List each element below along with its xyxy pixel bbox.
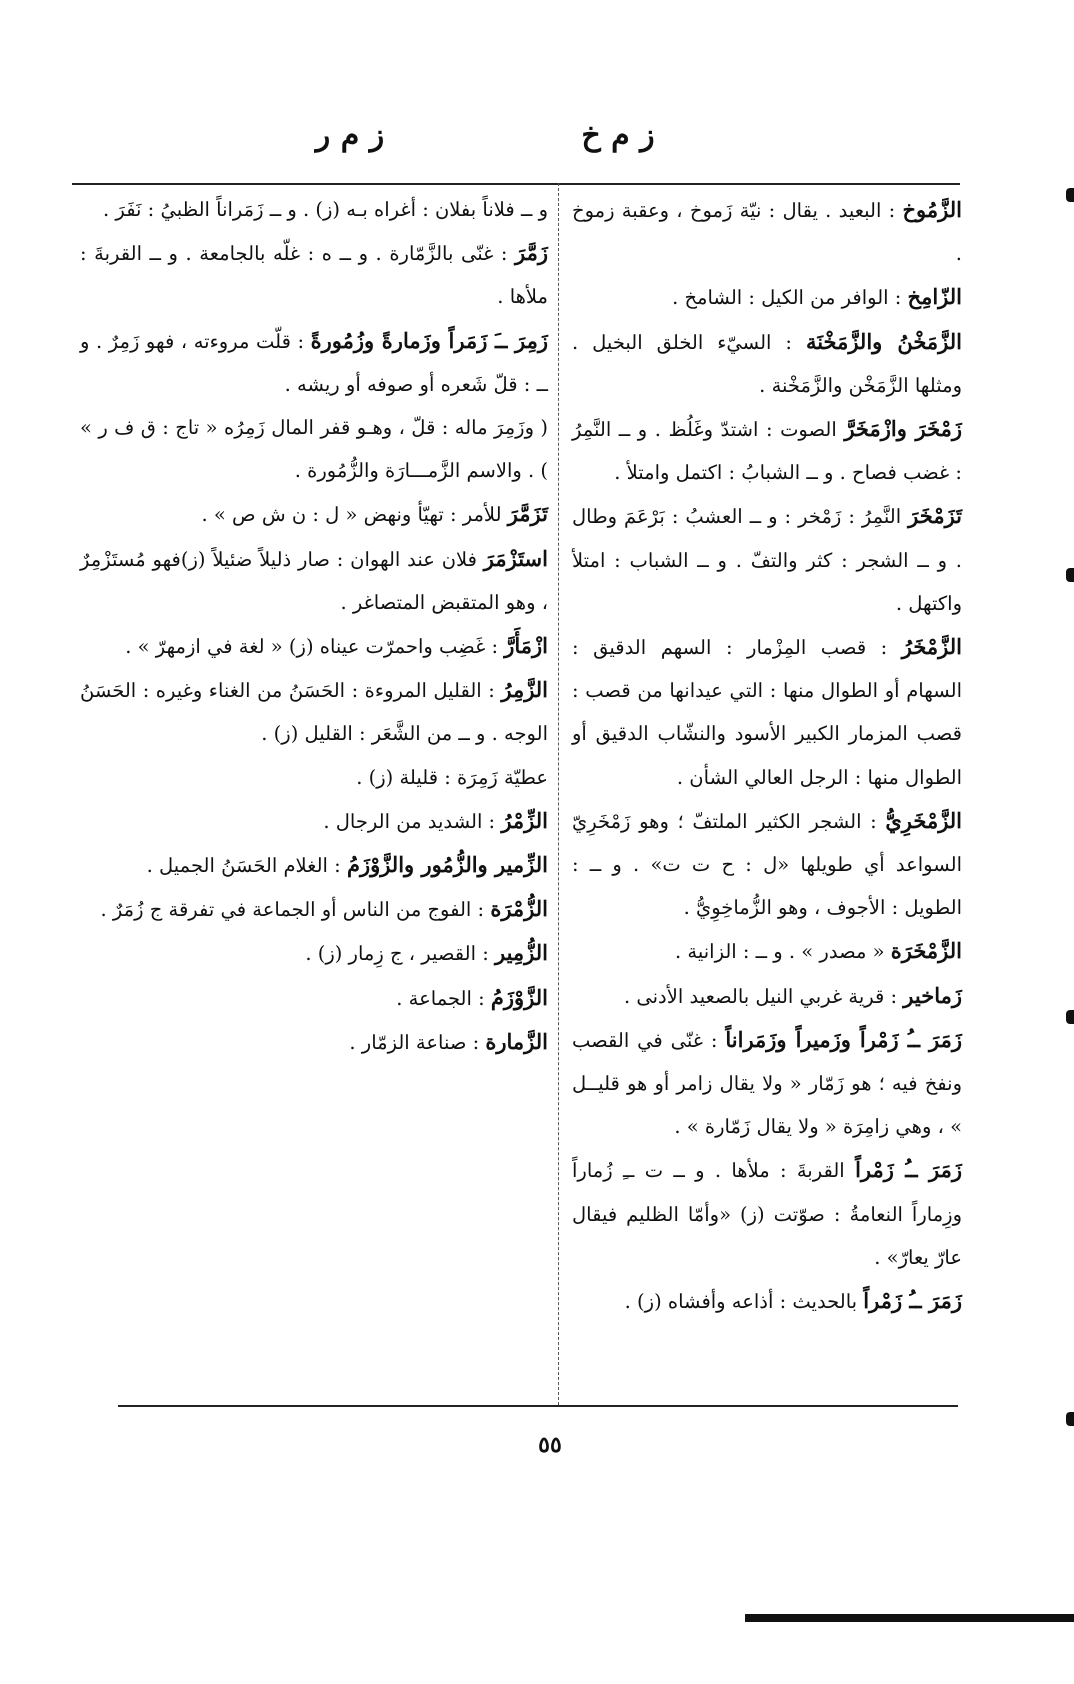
dictionary-entry <box>572 494 962 625</box>
entry-definition: للأمر : تهيّأ ونهض « ل : ن ش ص » . <box>201 503 502 527</box>
entry-definition: : قرية غربي النيل بالصعيد الأدنى . <box>623 984 898 1008</box>
scan-edge-mark <box>1066 188 1074 202</box>
entry-definition: : الغلام الحَسَنُ الجميل . <box>146 854 341 878</box>
entry-headword: الزُّمْرَة <box>490 896 548 922</box>
entry-definition: : قصب المِزْمار : السهم الدقيق : السهام أو الطوال منها : التي عيدانها من قصب : قصب المزمار الكبير الأسود والنشّاب الدقيق أو الطوال منها : الرجل العالي الشأن . <box>572 636 962 789</box>
scan-edge-mark <box>1066 568 1074 582</box>
dictionary-entry <box>572 1279 962 1323</box>
entry-headword: الزُّمِير <box>495 940 548 966</box>
entry-headword: الزِّمْرُ <box>501 807 548 833</box>
entry-headword: الزّامِخ <box>907 284 962 310</box>
entry-headword: استَزْمَرَ <box>483 545 548 571</box>
entry-headword: الزَّمْخَرِيُّ <box>885 807 963 833</box>
column-divider <box>558 183 560 1405</box>
entry-definition: : الجماعة . <box>396 986 485 1010</box>
dictionary-entry <box>572 974 962 1018</box>
entry-definition: : غَضِب واحمرّت عيناه (ز) « لغة في ازمهرّ » . <box>125 635 499 659</box>
entry-definition: : البعيد . يقال : نيّة زَموخ ، وعقبة زموخ . <box>572 199 962 266</box>
entry-headword: زَمِرَ ــَ زَمَراً وزَمارةً وزُمُورةً <box>310 327 548 353</box>
entry-definition: « مصدر » . و ــ : الزانية . <box>675 940 885 964</box>
dictionary-entry <box>572 188 962 275</box>
entry-definition: : السيّء الخلق البخيل . ومثلها الزَّمَخْن والزَّمَخْنة . <box>572 330 962 397</box>
dictionary-entry <box>80 799 548 843</box>
entry-headword: تَزَمَّرَ <box>507 501 548 527</box>
dictionary-entry <box>572 929 962 973</box>
right-column-root-header: ز م خ <box>581 118 655 153</box>
entry-definition: الصوت : اشتدّ وغَلُظ . و ــ النَّمِرُ : غضب فصاح . و ــ الشبابُ : اكتمل وامتلأ . <box>572 418 962 485</box>
entry-definition: القربةَ : ملأها . و ــ ت ــِ زُماراً وزِماراً النعامةُ : صوّتت (ز) «وأمّا الظليم فيقال عارّ يعارّ» . <box>572 1159 962 1269</box>
entry-headword: الزَّمارة <box>485 1028 548 1054</box>
entry-definition: : الشديد من الرجال . <box>323 809 496 833</box>
entry-definition: و ــ فلاناً بفلان : أغراه بـه (ز) . و ــ زَمَراناً الظبيُ : نَفَرَ . <box>103 198 548 221</box>
dictionary-entry <box>80 843 548 887</box>
entry-definition: بالحديث : أذاعه وأفشاه (ز) . <box>624 1290 858 1314</box>
dictionary-entry <box>80 931 548 975</box>
entry-definition: : القصير ، ج زِمار (ز) . <box>305 942 489 966</box>
entry-definition: : الفوج من الناس أو الجماعة في تفرقة ج زُمَرٌ . <box>100 898 485 922</box>
entry-headword: الزَّمِرُ <box>501 677 549 703</box>
entry-headword: ازْمَأَرَّ <box>504 633 548 659</box>
dictionary-entry <box>80 976 548 1020</box>
scan-edge-mark <box>1066 1412 1074 1426</box>
dictionary-entry <box>80 887 548 931</box>
entry-headword: زَماخير <box>903 982 962 1008</box>
entry-headword: الزَّمْخَرُ <box>901 634 962 660</box>
entry-headword: الزَّمْخَرَة <box>890 938 962 964</box>
dictionary-entry <box>572 799 962 930</box>
left-column <box>80 188 548 1064</box>
entry-definition: ( وزَمِرَ ماله : قلّ ، وهـو قفر المال زَمِرُه « تاج : ق ف ر » ) . والاسم الزَّمـــارَة والزُّمُورة . <box>80 416 548 483</box>
entry-headword: زَمَرَ ــُ زَمْراً <box>855 1157 963 1183</box>
entry-definition: فلان عند الهوان : صار ذليلاً ضئيلاً (ز)فهو مُستَزْمِرٌ ، وهو المتقبض المتصاغر . <box>80 547 548 614</box>
dictionary-entry <box>572 320 962 407</box>
right-column <box>572 188 962 1323</box>
dictionary-entry <box>80 188 548 231</box>
dictionary-entry <box>80 537 548 624</box>
dictionary-entry <box>80 1020 548 1064</box>
dictionary-entry <box>572 275 962 319</box>
page-number: ٥٥ <box>538 1432 562 1458</box>
top-rule <box>72 183 960 185</box>
scan-edge-mark <box>1066 1010 1074 1024</box>
bottom-rule <box>118 1405 958 1407</box>
scan-edge-bar <box>745 1614 1074 1622</box>
entry-headword: زَمْخَرَ وازْمَخَرَّ <box>844 416 963 442</box>
entry-headword: الزَّمَخْنُ والزَّمَخْنَة <box>805 328 962 354</box>
dictionary-entry <box>572 625 962 799</box>
dictionary-entry <box>80 492 548 536</box>
left-column-root-header: ز م ر <box>315 118 385 153</box>
entry-definition: : غنّى بالزَّمّارة . و ــ ه : غلّه بالجامعة . و ــ القربةَ : ملأها . <box>80 242 548 309</box>
entry-headword: زَمَرَ ــُ زَمْراً <box>863 1288 962 1314</box>
dictionary-entry <box>80 231 548 318</box>
dictionary-entry <box>572 1148 962 1279</box>
dictionary-entry <box>572 1018 962 1149</box>
dictionary-entry <box>572 407 962 494</box>
dictionary-entry <box>80 624 548 668</box>
entry-definition: : غنّى في القصب ونفخ فيه ؛ هو زَمّار « ولا يقال زامر أو هو قليــل » ، وهي زامِرَة « ولا يقال زَمّارة » . <box>572 1028 962 1139</box>
dictionary-entry <box>80 406 548 492</box>
dictionary-entry <box>80 319 548 406</box>
entry-headword: الزِّمير والزُّمُور والزَّوْزَمُ <box>346 852 548 878</box>
entry-definition: : صناعة الزمّار . <box>349 1030 480 1054</box>
entry-headword: الزَّمُوخ <box>902 197 962 222</box>
entry-headword: تَزَمْخَرَ <box>908 503 962 529</box>
entry-definition: النَّمِرُ : زَمْخر : و ــ العشبُ : بَرْعَمَ وطال . و ــ الشجر : كثر والتفّ . و ــ الشباب : امتلأ واكتهل . <box>572 505 962 615</box>
dictionary-entry <box>80 668 548 755</box>
entry-headword: الزَّوْزَمُ <box>490 984 548 1010</box>
dictionary-entry <box>80 756 548 799</box>
entry-definition: : الوافر من الكيل : الشامخ . <box>672 286 902 310</box>
entry-definition: : الشجر الكثير الملتفّ ؛ وهو زَمْخَرِيّ السواعد أي طويلها «ل : ح ت ت» . و ــ : الطويل : الأجوف ، وهو الزُّماخِوِيُّ . <box>572 809 962 920</box>
entry-headword: زَمَّرَ <box>515 240 548 266</box>
entry-definition: : قلّت مروءته ، فهو زَمِرٌ . و ــ : قلّ شَعره أو صوفه أو ريشه . <box>80 329 548 396</box>
entry-definition: : القليل المروءة : الحَسَنُ من الغناء وغيره : الحَسَنُ الوجه . و ــ من الشَّعَر : القليل (ز) . <box>80 679 548 746</box>
entry-definition: عطيّة زَمِرَة : قليلة (ز) . <box>356 765 548 789</box>
entry-headword: زَمَرَ ــُ زَمْراً وزَميراً وزَمَراناً <box>725 1026 963 1052</box>
